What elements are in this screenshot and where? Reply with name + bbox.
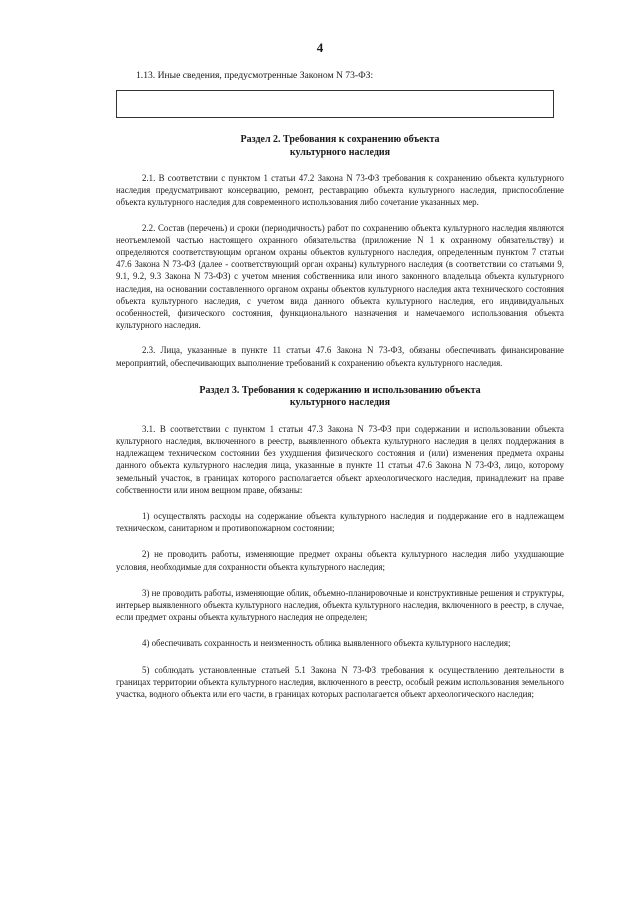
section-3-title [116,385,564,410]
scan-mark [30,888,31,893]
document-body [116,58,564,700]
paragraph-3-1: 3.1. В соответствии с пунктом 1 статьи 47.3 Закона N 73-ФЗ при содержании и использовании объекта культурного наследия, включенного в реестр, выявленного объекта культурного наследия в целях поддержания в надлежащем техническом состоянии без ухудшения физического состояния и (или) изменения предмета охраны данного объекта культурного наследия лица, указанные в пункте 11 статьи 47.6 Закона N 73-ФЗ, лицо, которому земельный участок, в границах которого располагается объект археологического наследия, принадлежит на праве собственности или ином вещном праве, обязаны: [116,423,564,495]
page-number: 4 [316,40,324,55]
section-2-title-line2: культурного наследия [289,146,391,158]
list-item: 5) соблюдать установленные статьей 5.1 Закона N 73-ФЗ требования к осуществлению деятельности в границах территории объекта культурного наследия, включенного в реестр, особый режим использования земельного участка, водного объекта или его части, в границах которых располагается объект археологического наследия; [116,664,564,700]
list-item: 2) не проводить работы, изменяющие предмет охраны объекта культурного наследия либо ухудшающие условия, необходимые для сохранности объекта культурного наследия; [116,549,564,572]
list-item: 1) осуществлять расходы на содержание объекта культурного наследия и поддержание его в надлежащем техническом, санитарном и противопожарном состоянии; [116,511,564,534]
obligations-list [116,510,564,700]
section-2-title-line1: Раздел 2. Требования к сохранению объекта [240,134,440,145]
other-info-box [116,90,554,118]
section-3-title-line2: культурного наследия [289,397,391,409]
section-2-title [116,134,564,159]
paragraph-2-1: 2.1. В соответствии с пунктом 1 статьи 47.2 Закона N 73-ФЗ требования к сохранению объекта культурного наследия предусматривают консервацию, ремонт, реставрацию объекта культурного наследия, приспособление объекта культурного наследия для современного использования либо сочетание указанных мер. [116,173,564,208]
list-item: 3) не проводить работы, изменяющие облик, объемно-планировочные и конструктивные решения и структуры, интерьер выявленного объекта культурного наследия, объекта культурного наследия, включенного в реестр, в случае, если предмет охраны объекта культурного наследия не определен; [116,587,564,623]
section-3-title-line1: Раздел 3. Требования к содержанию и использованию объекта [199,384,481,396]
list-item: 4) обеспечивать сохранность и неизменность облика выявленного объекта культурного наследия; [142,638,511,649]
paragraph-2-3: 2.3. Лица, указанные в пункте 11 статьи 47.6 Закона N 73-ФЗ, обязаны обеспечивать финансирование мероприятий, обеспечивающих выполнение требований к сохранению объекта культурного наследия. [116,345,564,368]
paragraph-2-2: 2.2. Состав (перечень) и сроки (периодичность) работ по сохранению объекта культурного наследия являются неотъемлемой частью настоящего охранного обязательства (приложение N 1 к охранному обязательству) и определяются соответствующим органом охраны объектов культурного наследия, определенным пунктом 7 статьи 47.6 Закона N 73-ФЗ (далее - соответствующий орган охраны) культурного наследия (в соответствии со статьями 9, 9.1, 9.2, 9.3 Закона N 73-ФЗ) с учетом мнения собственника или иного законного владельца объекта культурного наследия, на основании составленного органом охраны объектов культурного наследия акта технического состояния объекта культурного наследия, с учетом вида данного объекта культурного наследия, его индивидуальных особенностей, физического состояния, функционального назначения и намечаемого использования объекта культурного наследия. [116,222,564,331]
item-1-13: 1.13. Иные сведения, предусмотренные Законом N 73-ФЗ: [136,70,374,81]
